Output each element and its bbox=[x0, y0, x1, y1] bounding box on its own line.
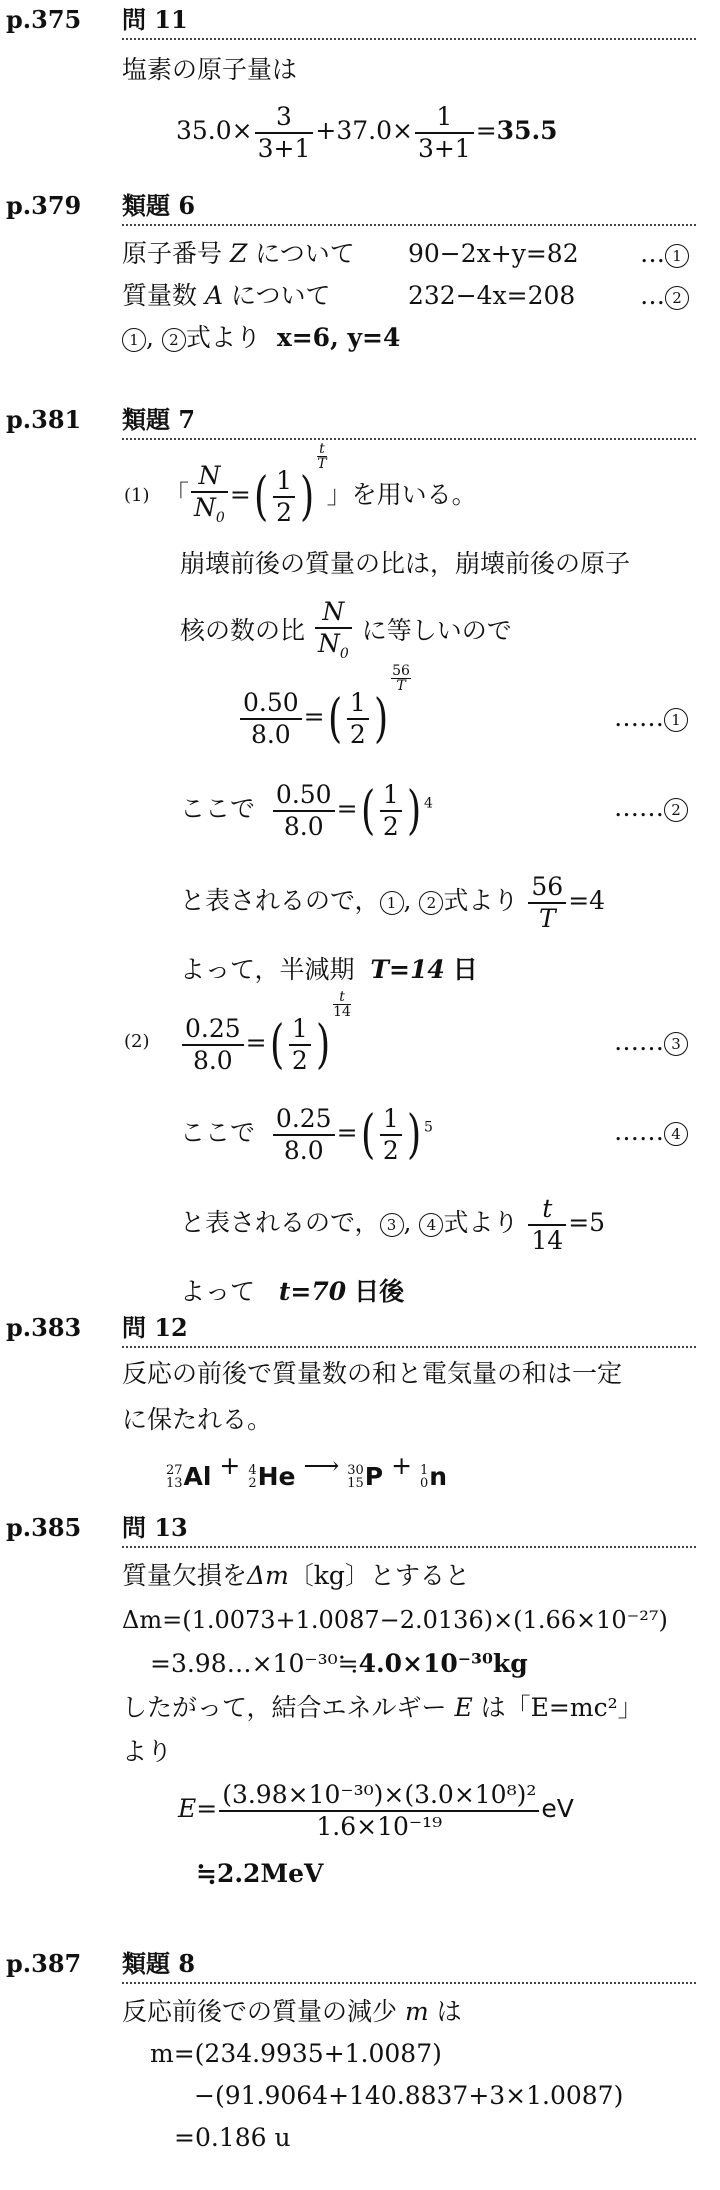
page-number: p.383 bbox=[6, 1313, 82, 1342]
equation-number: …… 2 bbox=[614, 790, 688, 826]
equation: $\frac{0.25}{8.0}$ =( $\frac{1}{2}$ ) $\frac{t}{14}$ bbox=[180, 1008, 351, 1078]
text-line: 反応前後での質量の減少 m は bbox=[122, 1997, 462, 2026]
section-header bbox=[0, 4, 720, 38]
problem-title: 類題 6 bbox=[122, 191, 196, 220]
equation: E= $\frac{\text{(3.98×10⁻³⁰)×(3.0×10⁸)²}}{\text{1.6×10⁻¹⁹}}$ eV bbox=[178, 1779, 574, 1841]
page-number: p.381 bbox=[6, 405, 82, 434]
dotted-divider bbox=[122, 224, 696, 226]
equation-number: … 2 bbox=[640, 278, 689, 314]
section-header bbox=[0, 190, 720, 224]
dotted-divider bbox=[122, 1982, 696, 1984]
answer: ≒2.2MeV bbox=[196, 1859, 324, 1888]
dotted-divider bbox=[122, 438, 696, 440]
section-header bbox=[0, 404, 720, 438]
equation: $\frac{0.50}{8.0}$ =( $\frac{1}{2}$ ) $\frac{56}{T}$ bbox=[238, 682, 411, 752]
formula: 35.0× $\frac{3}{3+1}$ +37.0× $\frac{1}{3+1}$ =35.5 bbox=[176, 101, 558, 163]
dotted-divider bbox=[122, 38, 696, 40]
text-line: 質量数 A について bbox=[122, 281, 331, 310]
nuclear-reaction: 27 13 Al + 4 2 He ⟶ 30 15 P + 1 0 n bbox=[166, 1451, 448, 1491]
dotted-divider bbox=[122, 1546, 696, 1548]
dotted-divider bbox=[122, 1346, 696, 1348]
equation: ここで $\frac{0.25}{8.0}$ =( $\frac{1}{2}$ ) $^5$ bbox=[180, 1103, 433, 1165]
text-line: 原子番号 Z について bbox=[122, 239, 355, 268]
page-number: p.375 bbox=[6, 5, 82, 34]
problem-title: 問 11 bbox=[122, 5, 188, 34]
part-label: (1) bbox=[124, 485, 150, 506]
text-line: 反応の前後で質量数の和と電気量の和は一定 bbox=[122, 1359, 623, 1388]
equation: 232−4x=208 bbox=[408, 281, 576, 310]
equation: 90−2x+y=82 bbox=[408, 239, 579, 268]
equation: ここで $\frac{0.50}{8.0}$ =( $\frac{1}{2}$ ) $^4$ bbox=[180, 779, 433, 841]
answer: t=70 bbox=[278, 1277, 347, 1306]
text-line: 核の数の比 $\frac{N}{N_0}$ に等しいので bbox=[180, 596, 512, 662]
answer: 4.0×10⁻³⁰kg bbox=[358, 1649, 528, 1678]
equation: m=(234.9935+1.0087) bbox=[150, 2039, 442, 2068]
text-line: よって t=70 日後 bbox=[180, 1277, 405, 1306]
equation-number: …… 1 bbox=[614, 700, 688, 736]
text-line: 1 , 2 式より x=6, y=4 bbox=[122, 320, 400, 356]
page-number: p.379 bbox=[6, 191, 82, 220]
arrow-icon: ⟶ bbox=[303, 1451, 340, 1480]
text-line: 崩壊前後の質量の比は，崩壊前後の原子 bbox=[180, 549, 631, 578]
answer: T=14 bbox=[370, 955, 445, 984]
text-line: 質量欠損をΔm〔kg〕とすると bbox=[122, 1561, 470, 1590]
equation-number: … 1 bbox=[640, 236, 689, 272]
equation-number: …… 3 bbox=[614, 1024, 688, 1060]
equation: =0.186 u bbox=[174, 2123, 291, 2152]
text-line: したがって，結合エネルギー E は「E=mc²」 bbox=[122, 1693, 643, 1722]
equation: =3.98…×10⁻³⁰≒4.0×10⁻³⁰kg bbox=[150, 1649, 528, 1678]
section-header bbox=[0, 1948, 720, 1982]
problem-title: 問 12 bbox=[122, 1313, 188, 1342]
text-line: より bbox=[122, 1737, 173, 1766]
section-header bbox=[0, 1512, 720, 1546]
answer: 35.5 bbox=[496, 116, 558, 145]
text-line: と表されるので， 3 , 4 式より $\frac{t}{14}$ =5 bbox=[180, 1193, 606, 1255]
page-number: p.387 bbox=[6, 1949, 82, 1978]
formula-line: 「 $\frac{N}{N_0}$ =( $\frac{1}{2}$ ) $\frac{t}{T}$ 」を用いる。 bbox=[164, 441, 477, 527]
fraction: $\frac{3}{3+1}$ bbox=[255, 102, 314, 164]
text-line: 塩素の原子量は bbox=[122, 55, 298, 84]
fraction: $\frac{1}{3+1}$ bbox=[415, 102, 474, 164]
problem-title: 類題 7 bbox=[122, 405, 196, 434]
text-line: に保たれる。 bbox=[122, 1405, 273, 1434]
page-number: p.385 bbox=[6, 1513, 82, 1542]
problem-title: 問 13 bbox=[122, 1513, 188, 1542]
equation: Δm=(1.0073+1.0087−2.0136)×(1.66×10⁻²⁷) bbox=[122, 1606, 668, 1634]
text-line: よって，半減期 T=14 日 bbox=[180, 955, 478, 984]
section-header bbox=[0, 1312, 720, 1346]
text-line: と表されるので， 1 , 2 式より $\frac{56}{T}$ =4 bbox=[180, 871, 606, 933]
part-label: (2) bbox=[124, 1031, 150, 1052]
equation: −(91.9064+140.8837+3×1.0087) bbox=[194, 2081, 624, 2110]
equation-number: …… 4 bbox=[614, 1114, 688, 1150]
problem-title: 類題 8 bbox=[122, 1949, 196, 1978]
answer: x=6, y=4 bbox=[276, 323, 401, 352]
